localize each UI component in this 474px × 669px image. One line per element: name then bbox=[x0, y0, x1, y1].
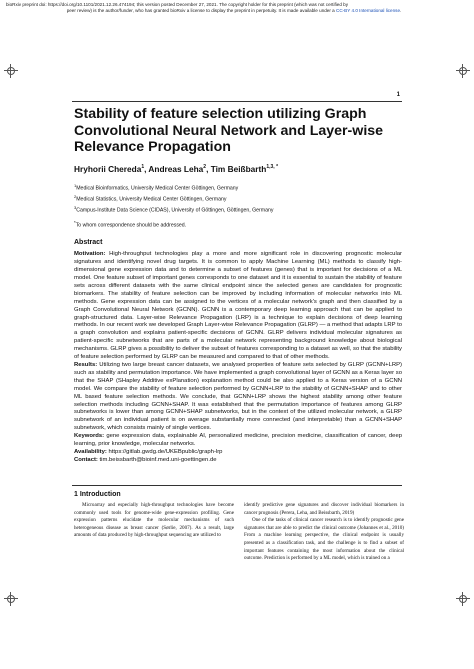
keywords-label: Keywords: bbox=[74, 433, 105, 440]
banner-line-2 bbox=[6, 8, 462, 14]
author-separator: , bbox=[144, 163, 149, 174]
abstract-body bbox=[74, 251, 402, 464]
author-sup: 1 bbox=[141, 164, 145, 171]
author-sup: 2 bbox=[203, 164, 207, 171]
banner-line-1: bioRxiv preprint doi: https://doi.org/10.1101/2021.12.26.474194; this version posted December 27, 2021. The copyright holder for this preprint (which was not certified by bbox=[6, 2, 349, 7]
author bbox=[148, 164, 210, 174]
results-label: Results: bbox=[74, 362, 98, 369]
author bbox=[211, 164, 278, 174]
banner-license-text: peer review) is the author/funder, who has granted bioRxiv a license to display the preprint in perpetuity. It is made available under a bbox=[66, 8, 335, 13]
affiliation-text: Medical Bioinformatics, University Medical Center Göttingen, Germany bbox=[76, 185, 239, 192]
author-name: Tim Beißbarth bbox=[210, 163, 267, 174]
motivation-text: High-throughput technologies play a more and more significant role in discovering prognostic molecular signatures and identifying novel drug targets. It is common to apply Machine Learning (ML) methods to classify high-dimensional gene expression data and to determine a subset of features (genes) that is important for decisions of a ML model. One feature subset of important genes corresponds to one dataset and it is essential to sustain the stability of feature sets across different datasets with the same clinical endpoint since the selected genes are candidates for prognostic biomarkers. The stability of feature selection can be improved by including information of molecular networks into ML methods. Gene expression data can be assigned to the vertices of a molecular network's graph and then classified by a Graph Convolutional Neural Network (GCNN). GCNN is a contemporary deep learning approach that can be applied to graph-structured data. Layer-wise Relevance Propagation (LRP) is a technique to explain decisions of deep learning methods. In our recent work we developed Graph Layer-wise Relevance Propagation (GLRP) — a method that adapts LRP to a graph convolution and explains patient-specific decisions of GCNN. GLRP delivers individual molecular signatures as patient-specific subnetworks that are parts of a molecular network representing background knowledge about biological mechanisms. GLRP gives a possibility to deliver the subset of features corresponding to a dataset as well, so that the stability of feature selection performed by GLRP can be measured and compared to that of other methods. bbox=[74, 251, 403, 361]
affiliation-text: Campus-Institute Data Science (CIDAS), University of Göttingen, Göttingen, Germany bbox=[76, 207, 274, 214]
paper-title: Stability of feature selection utilizing Graph Convolutional Neural Network and Layer-wise Relevance Propagation bbox=[74, 106, 384, 156]
affiliation-sup: 3 bbox=[74, 204, 77, 210]
header-rule bbox=[72, 101, 402, 102]
abstract-heading: Abstract bbox=[74, 239, 103, 247]
intro-left-column bbox=[74, 502, 234, 540]
results-text: Utilizing two large breast cancer datasets, we analysed properties of feature sets selected by GLRP (GCNN+LRP) such as stability and permutation importance. We have implemented a graph convolutional layer of GCNN as a Keras layer so that the SHAP (SHapley Additive exPlanation) explanation method could be also applied to a Keras version of a GCNN model. We compare the stability of feature selection performed by GCNN+LRP to the stability of GCNN+SHAP and to other ML based feature selection methods. We conclude, that GCNN+LRP shows the highest stability among other feature selection methods including GCNN+SHAP. It was established that the permutation importance of features among GLRP subnetworks is lower than among GCNN+SHAP subnetworks, but in the context of the utilized molecular network, a GLRP subnetwork of an individual patient is on average substantially more connected (and interpretable) than a GCNN+SHAP subnetwork, which consists mainly of single vertices. bbox=[74, 362, 402, 432]
author-list bbox=[74, 164, 402, 174]
affiliation-sup: 2 bbox=[74, 193, 77, 199]
intro-paragraph: Microarray and especially high-throughput technologies have become commonly used tools for genome-wide gene-expression profiling. Gene expression patterns elucidate the molecular mechanisms of such heterogeneous disease as breast cancer (Sørlie, 2007). As a result, large amounts of data produced by high-throughput sequencing are utilized to bbox=[74, 502, 234, 539]
keywords-text: gene expression data, explainable AI, personalized medicine, precision medicine, classification of cancer, deep learning, prior knowledge, molecular networks. bbox=[74, 433, 402, 448]
abstract-results bbox=[74, 362, 402, 433]
intro-paragraph: identify predictive gene signatures and discover individual biomarkers in cancer prognosis (Perera, Leha, and Beissbarth, 2019) bbox=[244, 502, 404, 516]
affiliation bbox=[74, 193, 402, 204]
page-number: 1 bbox=[396, 92, 400, 98]
author bbox=[74, 164, 148, 174]
abstract-motivation bbox=[74, 251, 402, 362]
correspondence-sup: * bbox=[74, 219, 76, 225]
banner-line-2-end: . bbox=[400, 8, 402, 13]
crop-mark-icon bbox=[456, 592, 470, 606]
author-name: Hryhorii Chereda bbox=[74, 163, 142, 174]
correspondence-text: To whom correspondence should be addressed. bbox=[75, 222, 187, 229]
author-sup: 1,3, * bbox=[266, 164, 279, 171]
affiliation-list bbox=[74, 182, 402, 215]
section-rule bbox=[72, 485, 402, 486]
availability-link[interactable]: https://gitlab.gwdg.de/UKEBpublic/graph-lrp bbox=[108, 448, 223, 455]
intro-right-column bbox=[244, 502, 404, 563]
affiliation-text: Medical Statistics, University Medical Center Göttingen, Germany bbox=[76, 196, 227, 203]
license-link[interactable]: CC-BY 4.0 International license bbox=[336, 8, 401, 13]
author-name: Andreas Leha bbox=[148, 163, 204, 174]
availability-label: Availability: bbox=[74, 448, 107, 455]
biorxiv-banner bbox=[6, 2, 462, 14]
contact-email[interactable]: tim.beissbarth@bioinf.med.uni-goettingen.de bbox=[99, 456, 217, 463]
abstract-contact bbox=[74, 457, 402, 465]
contact-label: Contact: bbox=[74, 456, 98, 463]
crop-mark-icon bbox=[4, 64, 18, 78]
abstract-availability bbox=[74, 449, 402, 457]
crop-mark-icon bbox=[456, 64, 470, 78]
affiliation bbox=[74, 204, 402, 215]
correspondence-note bbox=[74, 220, 402, 229]
motivation-label: Motivation: bbox=[74, 251, 106, 258]
author-separator: , bbox=[206, 163, 211, 174]
paper-front-matter bbox=[74, 106, 402, 465]
intro-paragraph: One of the tasks of clinical cancer research is to identify prognostic gene signatures that are able to predict the clinical outcome (Johannes et al., 2010) From a machine learning perspective, the clinical endpoint is usually presented as a classification task, and the challenge is to find a subset of important features containing the most information about the clinical outcome. Prediction is performed by a ML model, which is trained on a bbox=[244, 517, 404, 562]
crop-mark-icon bbox=[4, 592, 18, 606]
abstract-keywords bbox=[74, 433, 402, 449]
affiliation-sup: 1 bbox=[74, 182, 77, 188]
affiliation bbox=[74, 182, 402, 193]
introduction-heading: 1 Introduction bbox=[74, 491, 121, 498]
